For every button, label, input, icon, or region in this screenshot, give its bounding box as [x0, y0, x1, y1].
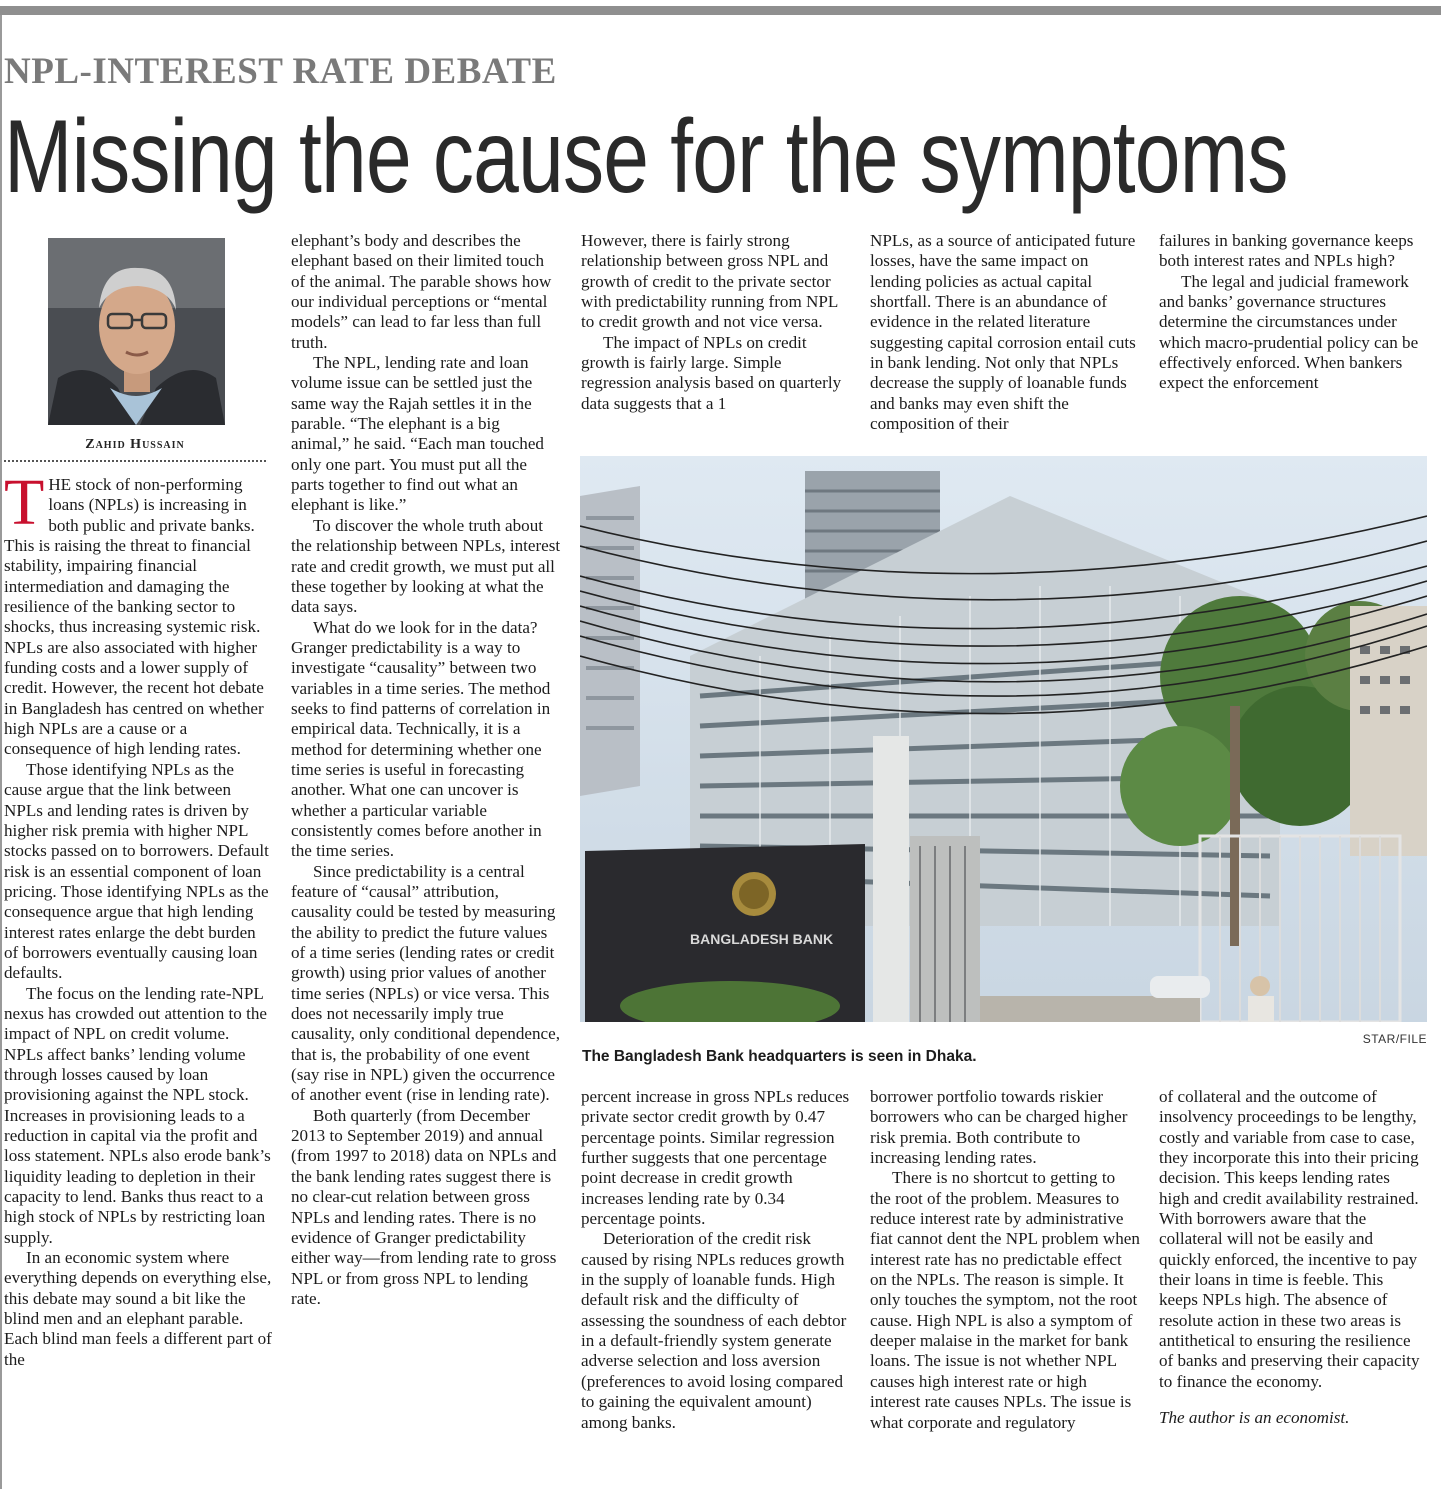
column-4-bottom — [870, 1087, 1140, 1433]
byline: Zahid Hussain — [85, 437, 185, 452]
paragraph: borrower portfolio towards riskier borrowers who can be charged higher risk premia. Both contribute to increasing lending rates. — [870, 1087, 1128, 1168]
drop-cap: T — [4, 466, 45, 539]
paragraph: failures in banking governance keeps both interest rates and NPLs high? — [1159, 231, 1414, 271]
paragraph: Both quarterly (from December 2013 to September 2019) and annual (from 1997 to 2018) data on NPLs and the bank lending rates suggest there is no clear-cut relation between gross NPLs and lending rates. There is no evidence of Granger predictability either way—from lending rate to gross NPL or from gross NPL to lending rate. — [291, 1105, 557, 1308]
kicker: NPL-INTEREST RATE DEBATE — [4, 51, 557, 92]
paragraph — [4, 466, 272, 760]
byline-divider — [4, 460, 266, 462]
paragraph-text: HE stock of non-performing loans (NPLs) is increasing in both public and private banks. This is raising the threat to financial stability, impairing financial intermediation and damaging the resilience of the banking sector to shocks, thus increasing systemic risk. NPLs are also associated with higher funding costs and a lower supply of credit. However, the recent hot debate in Bangladesh has centred on whether high NPLs are a cause or a consequence of high lending rates. — [4, 475, 264, 759]
column-5-bottom — [1159, 1087, 1421, 1429]
photo-credit: STAR/FILE — [1362, 1032, 1427, 1046]
paragraph: The impact of NPLs on credit growth is fairly large. Simple regression analysis based on quarterly data suggests that a 1 — [581, 332, 842, 413]
paragraph: NPLs, as a source of anticipated future losses, have the same impact on lending policies as actual capital shortfall. There is an abundance of evidence in the related literature suggesting capital corrosion entail cuts in bank lending. Not only that NPLs decrease the supply of loanable funds and banks may even shift the composition of their — [870, 231, 1136, 434]
paragraph: of collateral and the outcome of insolvency proceedings to be lengthy, costly and variable from case to case, they incorporate this into their pricing decision. This keeps lending rates high and credit availability restrained. With borrowers aware that the collateral will not be easily and quickly enforced, the incentive to pay their loans in time is feeble. This keeps NPLs high. The absence of resolute action in these two areas is antithetical to ensuring the resilience of banks and preserving their capacity to finance the economy. — [1159, 1087, 1420, 1391]
author-photo — [48, 238, 225, 425]
paragraph: Deterioration of the credit risk caused by rising NPLs reduces growth in the supply of loanable funds. High default risk and the difficulty of assessing the soundness of each debtor in a default-friendly system generate adverse selection and loss aversion (preferences to avoid losing compared to gaining the equivalent amount) among banks. — [581, 1229, 847, 1432]
left-rule — [0, 15, 2, 1489]
photo-caption: The Bangladesh Bank headquarters is seen in Dhaka. — [582, 1048, 977, 1065]
paragraph: To discover the whole truth about the relationship between NPLs, interest rate and credit growth, we must put all these together by looking at what the data says. — [291, 515, 561, 617]
paragraph: In an economic system where everything depends on everything else, this debate may sound a bit like the blind men and an elephant parable. Each blind man feels a different part of the — [4, 1248, 272, 1369]
column-3-top — [581, 231, 843, 414]
column-3-bottom — [581, 1087, 851, 1433]
paragraph: Those identifying NPLs as the cause argue that the link between NPLs and lending rates is driven by higher risk premia with higher NPL stocks passed on to borrowers. Default risk is an essential component of loan pricing. Those identifying NPLs as the consequence argue that high lending interest rates enlarge the debt burden of borrowers eventually causing loan defaults. — [4, 759, 269, 983]
paragraph: elephant’s body and describes the elephant based on their limited touch of the animal. The parable shows how our individual perceptions or “mental models” can lead to far less than full truth. — [291, 231, 552, 352]
author-note — [1159, 1408, 1421, 1428]
column-4-top — [870, 231, 1138, 434]
paragraph: There is no shortcut to getting to the root of the problem. Measures to reduce interest rate by administrative fiat cannot dent the NPL problem when interest rate has no predictable effect on the NPLs. The reason is simple. It only touches the symptom, not the root cause. High NPL is also a symptom of deeper malaise in the market for bank loans. The issue is not whether NPL causes high interest rate or high interest rate causes NPLs. The issue is what corporate and regulatory — [870, 1168, 1140, 1432]
paragraph: percent increase in gross NPLs reduces private sector credit growth by 0.47 percentage points. Similar regression further suggests that one percentage point decrease in credit growth increases lending rate by 0.34 percentage points. — [581, 1087, 850, 1229]
paragraph: The focus on the lending rate-NPL nexus has crowded out attention to the impact of NPL on credit volume. NPLs affect banks’ lending volume through losses caused by loan provisioning against the NPL stock. Increases in provisioning leads to a reduction in capital via the profit and loss statement. NPLs also erode bank’s liquidity leading to depletion in their capacity to lend. Banks thus react to a high stock of NPLs by restricting loan supply. — [4, 983, 271, 1247]
headline: Missing the cause for the symptoms — [4, 99, 1288, 215]
column-2 — [291, 231, 561, 1309]
column-5-top — [1159, 231, 1421, 394]
paragraph: The NPL, lending rate and loan volume issue can be settled just the same way the Rajah settles it in the parable. “The elephant is a big animal,” he said. “Each man touched only one part. You must put all the parts together to find out what an elephant is like.” — [291, 353, 544, 515]
top-rule — [0, 6, 1441, 15]
paragraph: Since predictability is a central feature of “causal” attribution, causality could be tested by measuring the ability to predict the future values of a time series (lending rates or credit growth) using prior values of another time series (NPLs) or vice versa. This does not necessarily imply true causality, only conditional dependence, that is, the probability of one event (say rise in NPL) given the occurrence of another event (rise in lending rate). — [291, 861, 560, 1105]
bangladesh-bank-photo — [580, 456, 1427, 1022]
bank-sign-text: BANGLADESH BANK — [690, 931, 834, 947]
column-1 — [4, 466, 272, 1370]
paragraph: The legal and judicial framework and banks’ governance structures determine the circumstances under which macro-prudential policy can be effectively enforced. When bankers expect the enforcement — [1159, 271, 1419, 393]
paragraph: However, there is fairly strong relationship between gross NPL and growth of credit to the private sector with predictability running from NPL to credit growth and not vice versa. — [581, 231, 838, 332]
author-note-text: The author is an economist. — [1159, 1408, 1350, 1428]
paragraph: What do we look for in the data? Granger predictability is a way to investigate “causality” between two variables in a time series. The method seeks to find patterns of correlation in empirical data. Technically, it is a method for determining whether one time series is useful in forecasting another. What one can uncover is whether a particular variable consistently comes before another in the time series. — [291, 617, 551, 861]
